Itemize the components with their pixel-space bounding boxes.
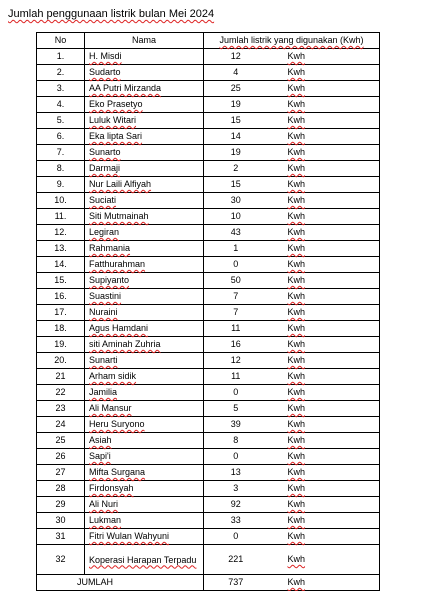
row-name (85, 65, 204, 81)
row-unit (268, 289, 380, 305)
row-unit (268, 337, 380, 353)
table-row (37, 417, 380, 433)
row-name-text: Legiran (89, 227, 120, 237)
row-number: 25 (37, 433, 85, 449)
row-unit (268, 353, 380, 369)
row-unit (268, 81, 380, 97)
row-unit (268, 177, 380, 193)
row-name-text: Arham sidik (89, 371, 137, 381)
row-name (85, 49, 204, 65)
row-number: 10. (37, 193, 85, 209)
row-number: 4. (37, 97, 85, 113)
row-number: 24 (37, 417, 85, 433)
row-name (85, 529, 204, 545)
row-usage-value: 30 (204, 193, 268, 209)
row-unit (268, 257, 380, 273)
header-jumlah (204, 33, 380, 49)
row-name (85, 113, 204, 129)
row-name (85, 161, 204, 177)
row-name-text: Jamilia (89, 387, 118, 397)
table-row (37, 129, 380, 145)
row-name-text: Supiyanto (89, 275, 130, 285)
header-jumlah-text: Jumlah listrik yang digunakan (Kwh) (219, 35, 364, 45)
row-number: 11. (37, 209, 85, 225)
row-number: 8. (37, 161, 85, 177)
row-name-text: Luluk Witari (89, 115, 137, 125)
document-title-text: Jumlah penggunaan listrik bulan Mei 2024 (8, 8, 215, 20)
row-number: 5. (37, 113, 85, 129)
row-usage-value: 25 (204, 81, 268, 97)
table-row (37, 241, 380, 257)
table-row (37, 257, 380, 273)
row-number: 28 (37, 481, 85, 497)
row-name (85, 305, 204, 321)
row-usage-value: 7 (204, 305, 268, 321)
row-name-text: siti Aminah Zuhria (89, 339, 161, 349)
row-name-text: Sapi'i (89, 451, 111, 461)
row-name (85, 145, 204, 161)
row-unit (268, 49, 380, 65)
table-row (37, 433, 380, 449)
row-usage-value: 19 (204, 145, 268, 161)
row-unit (268, 65, 380, 81)
row-name-text: Nur Laili Alfiyah (89, 179, 152, 189)
table-row (37, 289, 380, 305)
row-unit-text: Kwh (287, 99, 306, 109)
row-usage-value: 12 (204, 49, 268, 65)
row-number: 14. (37, 257, 85, 273)
row-number: 9. (37, 177, 85, 193)
row-name-text: H. Misdi (89, 51, 122, 61)
row-usage-value: 12 (204, 353, 268, 369)
row-name-text: Sunarti (89, 355, 118, 365)
row-name-text: Eko Prasetyo (89, 99, 143, 109)
row-unit-text: Kwh (287, 515, 306, 525)
table-row (37, 145, 380, 161)
row-unit-text: Kwh (287, 483, 306, 493)
row-unit-text: Kwh (287, 259, 306, 269)
row-usage-value: 5 (204, 401, 268, 417)
row-name-text: Sunarto (89, 147, 121, 157)
row-name-text: Fatthurahman (89, 259, 146, 269)
row-unit (268, 241, 380, 257)
row-usage-value: 7 (204, 289, 268, 305)
row-name-text: AA Putri Mirzanda (89, 83, 162, 93)
table-row (37, 497, 380, 513)
total-label: JUMLAH (37, 575, 204, 591)
row-name (85, 545, 204, 575)
row-unit-text: Kwh (287, 51, 306, 61)
row-name-text: Suastini (89, 291, 122, 301)
row-number: 16. (37, 289, 85, 305)
row-usage-value: 19 (204, 97, 268, 113)
row-unit-text: Kwh (287, 467, 306, 477)
row-unit (268, 305, 380, 321)
row-name-text: Eka lipta Sari (89, 131, 143, 141)
row-name (85, 257, 204, 273)
table-row (37, 513, 380, 529)
row-usage-value: 8 (204, 433, 268, 449)
row-name-text: Agus Hamdani (89, 323, 149, 333)
row-unit-text: Kwh (287, 179, 306, 189)
row-unit-text: Kwh (287, 275, 306, 285)
row-usage-value: 15 (204, 113, 268, 129)
table-row (37, 193, 380, 209)
table-row (37, 481, 380, 497)
row-name (85, 481, 204, 497)
row-number: 12. (37, 225, 85, 241)
total-unit-text: Kwh (287, 577, 306, 587)
table-row (37, 545, 380, 575)
row-number: 26 (37, 449, 85, 465)
row-unit (268, 401, 380, 417)
table-row (37, 209, 380, 225)
row-name (85, 369, 204, 385)
row-name (85, 97, 204, 113)
row-name-text: Nuraini (89, 307, 118, 317)
table-row (37, 449, 380, 465)
row-unit-text: Kwh (287, 531, 306, 541)
row-usage-value: 14 (204, 129, 268, 145)
row-unit-text: Kwh (287, 163, 306, 173)
row-unit (268, 529, 380, 545)
row-unit (268, 97, 380, 113)
row-usage-value: 0 (204, 257, 268, 273)
table-row (37, 273, 380, 289)
table-body (37, 49, 380, 575)
row-name-text: Fitri Wulan Wahyuni (89, 531, 170, 541)
row-number: 22 (37, 385, 85, 401)
row-usage-value: 0 (204, 529, 268, 545)
row-name (85, 513, 204, 529)
table-row (37, 65, 380, 81)
row-name-text: Lukman (89, 515, 122, 525)
row-name (85, 177, 204, 193)
table-header-row (37, 33, 380, 49)
row-unit-text: Kwh (287, 435, 306, 445)
row-number: 20. (37, 353, 85, 369)
row-unit (268, 385, 380, 401)
row-number: 27 (37, 465, 85, 481)
row-usage-value: 1 (204, 241, 268, 257)
table-row (37, 177, 380, 193)
row-number: 32 (37, 545, 85, 575)
document-title (8, 8, 214, 20)
row-number: 15. (37, 273, 85, 289)
row-unit-text: Kwh (287, 339, 306, 349)
row-usage-value: 0 (204, 385, 268, 401)
table-row (37, 113, 380, 129)
row-usage-value: 92 (204, 497, 268, 513)
total-row (37, 575, 380, 591)
row-unit (268, 417, 380, 433)
row-unit (268, 193, 380, 209)
row-name-text: Koperasi Harapan Terpadu (89, 554, 197, 565)
row-unit-text: Kwh (287, 554, 306, 564)
table-row (37, 529, 380, 545)
table-row (37, 337, 380, 353)
row-name-text: Sudarto (89, 67, 121, 77)
row-unit (268, 145, 380, 161)
row-usage-value: 13 (204, 465, 268, 481)
row-unit-text: Kwh (287, 227, 306, 237)
total-value: 737 (204, 575, 268, 591)
row-unit (268, 113, 380, 129)
table-row (37, 353, 380, 369)
row-number: 3. (37, 81, 85, 97)
table-row (37, 385, 380, 401)
row-number: 29 (37, 497, 85, 513)
table-row (37, 225, 380, 241)
row-usage-value: 50 (204, 273, 268, 289)
row-usage-value: 3 (204, 481, 268, 497)
row-name (85, 321, 204, 337)
row-unit-text: Kwh (287, 451, 306, 461)
electricity-usage-table (36, 32, 380, 591)
row-unit-text: Kwh (287, 371, 306, 381)
table-row (37, 369, 380, 385)
table-row (37, 321, 380, 337)
row-unit (268, 545, 380, 575)
row-unit-text: Kwh (287, 307, 306, 317)
row-number: 18. (37, 321, 85, 337)
row-name (85, 465, 204, 481)
row-unit-text: Kwh (287, 403, 306, 413)
row-number: 1. (37, 49, 85, 65)
table-row (37, 401, 380, 417)
row-name (85, 401, 204, 417)
row-usage-value: 10 (204, 209, 268, 225)
row-usage-value: 11 (204, 321, 268, 337)
row-usage-value: 0 (204, 449, 268, 465)
row-name (85, 81, 204, 97)
row-name (85, 353, 204, 369)
row-name (85, 417, 204, 433)
row-unit (268, 497, 380, 513)
row-unit (268, 465, 380, 481)
table-row (37, 97, 380, 113)
row-number: 17. (37, 305, 85, 321)
table-row (37, 161, 380, 177)
row-name (85, 497, 204, 513)
row-unit (268, 369, 380, 385)
row-usage-value: 16 (204, 337, 268, 353)
header-no: No (37, 33, 85, 49)
row-name (85, 193, 204, 209)
row-unit (268, 513, 380, 529)
row-usage-value: 43 (204, 225, 268, 241)
row-unit-text: Kwh (287, 67, 306, 77)
row-name-text: Darmaji (89, 163, 121, 173)
row-name (85, 385, 204, 401)
row-unit-text: Kwh (287, 195, 306, 205)
row-name-text: Firdonsyah (89, 483, 134, 493)
row-unit-text: Kwh (287, 115, 306, 125)
row-unit-text: Kwh (287, 387, 306, 397)
row-name-text: Rahmania (89, 243, 131, 253)
total-unit (268, 575, 380, 591)
row-name (85, 273, 204, 289)
row-number: 6. (37, 129, 85, 145)
row-name (85, 129, 204, 145)
row-name-text: Suciati (89, 195, 117, 205)
row-number: 21 (37, 369, 85, 385)
header-nama: Nama (85, 33, 204, 49)
row-unit-text: Kwh (287, 291, 306, 301)
row-unit-text: Kwh (287, 323, 306, 333)
row-name-text: Siti Mutmainah (89, 211, 149, 221)
row-name-text: Ali Mansur (89, 403, 132, 413)
row-unit (268, 273, 380, 289)
row-name (85, 209, 204, 225)
row-number: 7. (37, 145, 85, 161)
row-unit-text: Kwh (287, 83, 306, 93)
row-name (85, 449, 204, 465)
row-name (85, 225, 204, 241)
table-row (37, 49, 380, 65)
row-unit (268, 433, 380, 449)
row-usage-value: 2 (204, 161, 268, 177)
row-unit-text: Kwh (287, 243, 306, 253)
row-usage-value: 15 (204, 177, 268, 193)
row-unit-text: Kwh (287, 211, 306, 221)
row-usage-value: 11 (204, 369, 268, 385)
row-name (85, 337, 204, 353)
table-row (37, 305, 380, 321)
row-unit (268, 209, 380, 225)
table-row (37, 465, 380, 481)
row-unit (268, 449, 380, 465)
row-unit (268, 225, 380, 241)
row-unit (268, 321, 380, 337)
row-usage-value: 39 (204, 417, 268, 433)
row-usage-value: 33 (204, 513, 268, 529)
row-unit-text: Kwh (287, 419, 306, 429)
row-usage-value: 221 (204, 545, 268, 575)
row-unit-text: Kwh (287, 499, 306, 509)
row-name-text: Asiah (89, 435, 112, 445)
row-name (85, 289, 204, 305)
row-number: 13. (37, 241, 85, 257)
row-unit (268, 481, 380, 497)
row-number: 31 (37, 529, 85, 545)
row-unit-text: Kwh (287, 355, 306, 365)
row-unit-text: Kwh (287, 147, 306, 157)
row-name (85, 433, 204, 449)
row-number: 2. (37, 65, 85, 81)
row-unit-text: Kwh (287, 131, 306, 141)
row-name-text: Heru Suryono (89, 419, 145, 429)
row-unit (268, 129, 380, 145)
row-usage-value: 4 (204, 65, 268, 81)
row-number: 30 (37, 513, 85, 529)
row-number: 19. (37, 337, 85, 353)
row-name-text: Ali Nuri (89, 499, 119, 509)
row-number: 23 (37, 401, 85, 417)
row-name-text: Mifta Surgana (89, 467, 146, 477)
row-unit (268, 161, 380, 177)
row-name (85, 241, 204, 257)
table-row (37, 81, 380, 97)
